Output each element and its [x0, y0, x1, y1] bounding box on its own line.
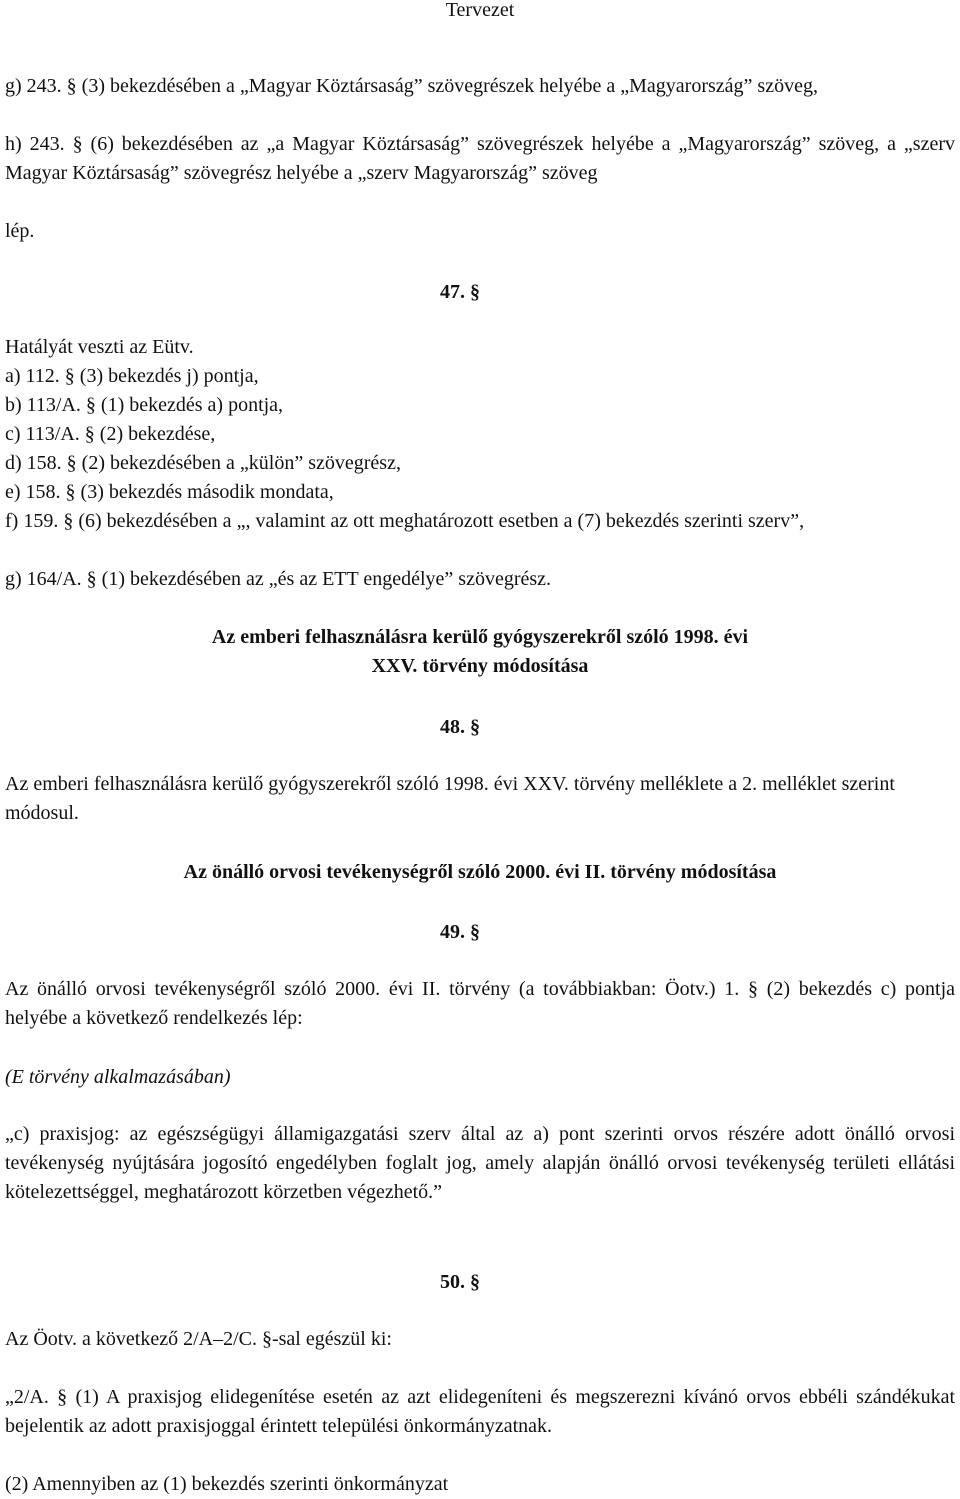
section-49-text: Az önálló orvosi tevékenységről szóló 2000. évi II. törvény (a továbbiakban: Öotv.) 1. § (2) bekezdés c) pontja helyébe a következő rendelkezés lép: [5, 978, 955, 1029]
section-47-item: f) 159. § (6) bekezdésében a „, valamint az ott meghatározott esetben a (7) bekezdés szerinti szerv”, [5, 510, 805, 532]
heading-onallo-orvosi-torveny: Az önálló orvosi tevékenységről szóló 2000. évi II. törvény módosítása [183, 861, 777, 883]
section-47-item: g) 164/A. § (1) bekezdésében az „és az ETT engedélye” szövegrész. [5, 568, 552, 590]
section-48-number: 48. § [440, 716, 480, 738]
intro-item-g: g) 243. § (3) bekezdésében a „Magyar Köztársaság” szövegrészek helyébe a „Magyarország” szöveg, [5, 75, 818, 97]
intro-item-h: h) 243. § (6) bekezdésében az „a Magyar Köztársaság” szövegrészek helyébe a „Magyarország” szöveg, a „szerv Magyar Köztársaság” szövegrész helyébe a „szerv Magyarország” szöveg [5, 133, 955, 184]
section-47-item: d) 158. § (2) bekezdésében a „külön” szövegrész, [5, 452, 401, 474]
section-47-lead: Hatályát veszti az Eütv. [5, 336, 194, 358]
intro-lep: lép. [5, 220, 35, 242]
section-50-paragraph-1: „2/A. § (1) A praxisjog elidegenítése esetén az azt elidegeníteni és megszerezni kívánó orvos ebbéli szándékukat bejelentik az adott praxisjoggal érintett települési önkormányzatnak. [5, 1386, 955, 1437]
section-50-number: 50. § [440, 1271, 480, 1293]
section-50-text: Az Öotv. a következő 2/A–2/C. §-sal egészül ki: [5, 1328, 392, 1350]
section-49-number: 49. § [440, 921, 480, 943]
section-47-number: 47. § [440, 281, 480, 303]
section-49-italic: (E törvény alkalmazásában) [5, 1066, 231, 1088]
heading-gyogyszer-torveny: Az emberi felhasználásra kerülő gyógyszerekről szóló 1998. évi XXV. törvény módosítása [211, 626, 749, 677]
page-header: Tervezet [445, 0, 515, 21]
section-47-item: e) 158. § (3) bekezdés második mondata, [5, 481, 334, 503]
section-47-item: b) 113/A. § (1) bekezdés a) pontja, [5, 394, 284, 416]
section-49-quote: „c) praxisjog: az egészségügyi államigazgatási szerv által az a) pont szerinti orvos részére adott önálló orvosi tevékenység nyújtására jogosító engedélyben foglalt jog, amely alapján önálló orvosi tevékenység területi ellátási kötelezettséggel, meghatározott körzetben végezhető.” [5, 1123, 955, 1203]
section-47-item: c) 113/A. § (2) bekezdése, [5, 423, 216, 445]
section-47-item: a) 112. § (3) bekezdés j) pontja, [5, 365, 259, 387]
section-48-text: Az emberi felhasználásra kerülő gyógyszerekről szóló 1998. évi XXV. törvény melléklete a 2. melléklet szerint módosul. [5, 773, 895, 824]
section-50-paragraph-2: (2) Amennyiben az (1) bekezdés szerinti önkormányzat [5, 1473, 449, 1495]
